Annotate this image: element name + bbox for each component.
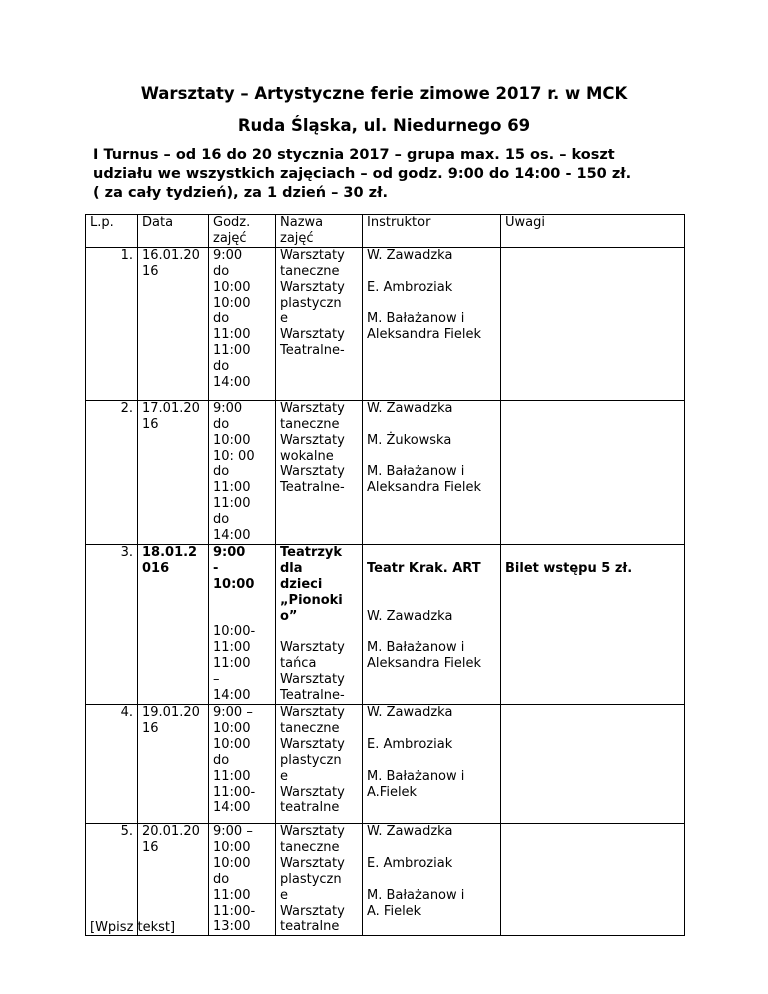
instructor-cell: W. Zawadzka M. Żukowska M. Bałażanow i Aleksandra Fielek <box>363 400 501 544</box>
notes-cell: Bilet wstępu 5 zł. <box>501 544 685 704</box>
schedule-table <box>85 214 685 936</box>
date-cell: 19.01.20 16 <box>138 705 209 824</box>
hours-cell: 9:00 – 10:00 10:00 do 11:00 11:00- 14:00 <box>209 705 276 824</box>
page-subtitle: Ruda Śląska, ul. Niedurnego 69 <box>237 116 531 135</box>
row-number: 3. <box>86 544 138 704</box>
notes-cell <box>501 824 685 936</box>
hours-cell: 9:00 – 10:00 10:00 do 11:00 11:00- 13:00 <box>209 824 276 936</box>
column-header-lp: L.p. <box>86 215 138 248</box>
table-row <box>86 400 685 544</box>
class-name-cell: Warsztaty taneczne Warsztaty wokalne Warsztaty Teatralne- <box>276 400 363 544</box>
column-header-date: Data <box>138 215 209 248</box>
notes-cell <box>501 400 685 544</box>
row-number: 4. <box>86 705 138 824</box>
instructor-cell: W. Zawadzka E. Ambroziak M. Bałażanow i A. Fielek <box>363 824 501 936</box>
class-name-cell: Warsztaty taneczne Warsztaty plastyczn e Warsztaty teatralne <box>276 824 363 936</box>
table-header-row <box>86 215 685 248</box>
page-title: Warsztaty – Artystyczne ferie zimowe 2017 r. w MCK <box>140 84 628 103</box>
table-row <box>86 247 685 400</box>
class-name-cell: Warsztaty taneczne Warsztaty plastyczn e Warsztaty Teatralne- <box>276 247 363 400</box>
notes-cell <box>501 705 685 824</box>
hours-cell: 9:00 - 10:00 10:00- 11:00 11:00 – 14:00 <box>209 544 276 704</box>
date-cell: 20.01.20 16 <box>138 824 209 936</box>
instructor-cell: W. Zawadzka E. Ambroziak M. Bałażanow i Aleksandra Fielek <box>363 247 501 400</box>
date-cell: 18.01.2 016 <box>138 544 209 704</box>
class-name-cell: Warsztaty taneczne Warsztaty plastyczn e Warsztaty teatralne <box>276 705 363 824</box>
instructor-cell: W. Zawadzka E. Ambroziak M. Bałażanow i A.Fielek <box>363 705 501 824</box>
date-cell: 17.01.20 16 <box>138 400 209 544</box>
footer-placeholder[interactable]: [Wpisz tekst] <box>90 920 176 935</box>
column-header-notes: Uwagi <box>501 215 685 248</box>
intro-line: ( za cały tydzień), za 1 dzień – 30 zł. <box>93 185 388 201</box>
table-row <box>86 824 685 936</box>
intro-line: udziału we wszystkich zajęciach – od godz. 9:00 do 14:00 - 150 zł. <box>93 166 632 182</box>
notes-cell <box>501 247 685 400</box>
class-name-cell: Teatrzyk dla dzieci „Pionoki o” Warsztaty tańca Warsztaty Teatralne- <box>276 544 363 704</box>
table-row <box>86 544 685 704</box>
column-header-hours: Godz. zajęć <box>209 215 276 248</box>
date-cell: 16.01.20 16 <box>138 247 209 400</box>
row-number: 1. <box>86 247 138 400</box>
row-number: 5. <box>86 824 138 936</box>
intro-line: I Turnus – od 16 do 20 stycznia 2017 – grupa max. 15 os. – koszt <box>93 147 615 163</box>
hours-cell: 9:00 do 10:00 10: 00 do 11:00 11:00 do 14:00 <box>209 400 276 544</box>
hours-cell: 9:00 do 10:00 10:00 do 11:00 11:00 do 14:00 <box>209 247 276 400</box>
table-row <box>86 705 685 824</box>
row-number: 2. <box>86 400 138 544</box>
intro-paragraph <box>93 146 693 203</box>
instructor-cell: Teatr Krak. ART W. Zawadzka M. Bałażanow i Aleksandra Fielek <box>363 544 501 704</box>
column-header-name: Nazwa zajęć <box>276 215 363 248</box>
column-header-instructor: Instruktor <box>363 215 501 248</box>
